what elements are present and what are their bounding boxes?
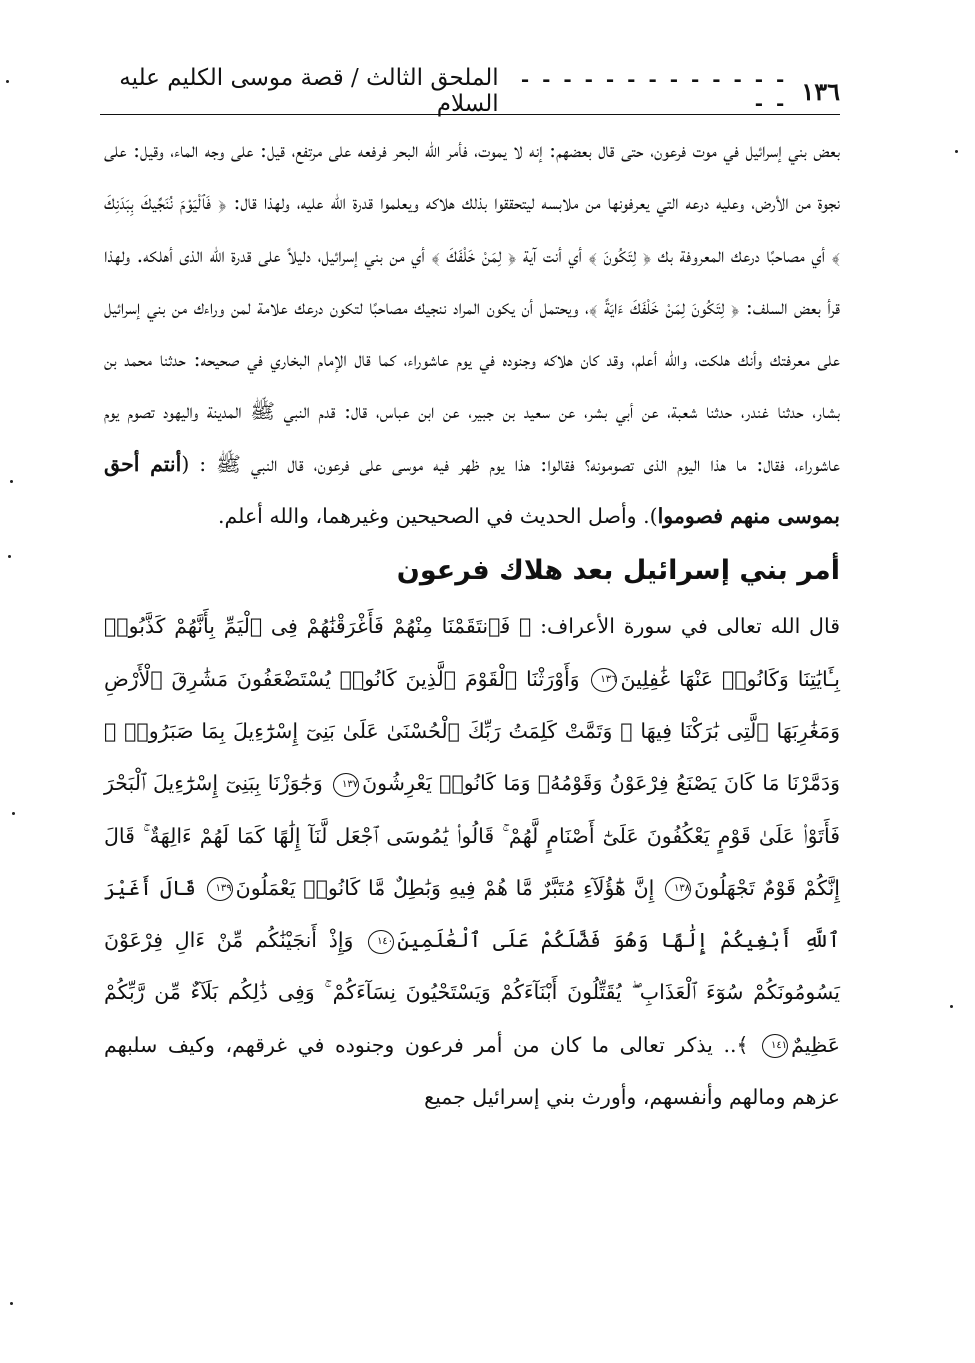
quran-bracket: ﴾ xyxy=(736,1032,760,1057)
quran-quote: ﴿ لِتَكُونَ لِمَنْ خَلْفَكَ ءَايَةً ﴾ xyxy=(588,294,740,319)
quran-verse: إِنَّ هَٰٓؤُلَآءِ مُتَبَّرٌ مَّا هُمْ فِيهِ وَبَٰطِلٌ مَّا كَانُوا۟ يَعْمَلُونَ xyxy=(235,875,663,900)
text-run: بعض بني إسرائيل في موت فرعون، حتى قال بعضهم: إنه لا يموت، فأمر الله البحر فرفعه على مرتفع، قيل: على وجه الماء، وقيل: على نجوة من الأرض، وعليه درعه التي يعرفونها من ملابسه ليتحققوا بذلك هلاكه ويعلموا قدرة الله عليه، ولهذا قال: xyxy=(104,138,840,215)
hadith-bold-text: أنتم أحق بموسى منهم فصوموا xyxy=(104,451,840,529)
quran-verse: قَالَ أَغَيْرَ ٱللَّهِ أَبْغِيكُمْ إِلَٰهًا وَهُوَ فَضَّلَكُمْ عَلَى ٱلْعَٰلَمِينَ xyxy=(104,875,840,953)
quran-quote: ﴿ لِتَكُونَ ﴾ xyxy=(588,242,652,267)
header-title: الملحق الثالث / قصة موسى الكليم عليه السلام xyxy=(119,65,499,117)
ayah-number-mark: ١٤١ xyxy=(762,1034,788,1058)
ayah-number-mark: ١٣٩ xyxy=(207,877,233,901)
quran-quote: ﴿ لِمَنْ خَلْفَكَ ﴾ xyxy=(431,242,517,267)
scan-speck xyxy=(12,812,15,815)
text-run: ، ويحتمل أن يكون المراد ننجيك مصاحبًا لتكون درعك علامة لمن وراءك من بني إسرائيل على معرفتك وأنك هلكت، والله أعلم، وقد كان هلاكه وجنوده في يوم عاشوراء، كما قال الإمام البخاري في صحيحه: حدثنا محمد بن بشار، حدثنا غندر، حدثنا شعبة، عن أبي بشر، عن سعيد بن جبير، عن ابن عباس، قال: قدم النبي ﷺ المدينة واليهود تصوم يوم عاشوراء، فقال: ما هذا اليوم الذى تصومونه؟ فقالوا: هذا يوم ظهر فيه موسى على فرعون، قال النبي ﷺ : ( xyxy=(104,294,840,476)
text-run: .. يذكر تعالى ما كان من أمر فرعون وجنوده في غرقهم، وكيف سلبهم عزهم ومالهم وأنفسهم، وأورث بني إسرائيل جميع xyxy=(104,1032,840,1110)
header-dashes: - - - - - - - - - - - - - - - xyxy=(520,67,788,115)
ayah-number-mark: ١٤٠ xyxy=(368,930,394,954)
text-run: أي مصاحبًا درعك المعروفة بك xyxy=(651,242,832,267)
quran-quote: ﴿ فَٱلْيَوْمَ نُنَجِّيكَ بِبَدَنِكَ ﴾ xyxy=(104,190,840,267)
ayah-number-mark: ١٣٦ xyxy=(591,668,617,692)
scan-speck xyxy=(6,80,9,83)
quran-verse: وَإِذْ أَنجَيْنَٰكُم مِّنْ ءَالِ فِرْعَوْنَ يَسُومُونَكُمْ سُوٓءَ ٱلْعَذَابِ ۖ يُقَتِّلُونَ أَبْنَآءَكُمْ وَيَسْتَحْيُونَ نِسَآءَكُمْ ۚ وَفِى ذَٰلِكُم بَلَآءٌ مِّن رَّبِّكُمْ عَظِيمٌ xyxy=(104,928,840,1057)
ayah-number-mark: ١٣٨ xyxy=(665,877,691,901)
text-run: قال الله تعالى في سورة الأعراف: xyxy=(531,614,840,639)
scan-speck xyxy=(10,1302,13,1305)
paragraph-2 xyxy=(104,600,840,1123)
scan-speck xyxy=(10,480,13,483)
paragraph-1 xyxy=(104,124,840,542)
scan-speck xyxy=(8,555,11,558)
page-body xyxy=(104,124,840,1123)
scan-speck xyxy=(955,150,958,153)
section-heading: أمر بني إسرائيل بعد هلاك فرعون xyxy=(396,555,840,587)
text-run: أي من بني إسرائيل، دليلاً على قدرة الله الذى أهلكه. ولهذا قرأ بعض السلف: xyxy=(104,242,840,319)
ayah-number-mark: ١٣٧ xyxy=(333,773,359,797)
quran-verse: ﴿ فَٱنتَقَمْنَا مِنْهُمْ فَأَغْرَقْنَٰهُمْ فِى ٱلْيَمِّ بِأَنَّهُمْ كَذَّبُوا۟ بِـَٔايَٰتِنَا وَكَانُوا۟ عَنْهَا غَٰفِلِينَ xyxy=(104,614,840,691)
running-header xyxy=(100,65,840,117)
page-number: ١٣٦ xyxy=(801,76,840,106)
quran-verse: وَأَوْرَثْنَا ٱلْقَوْمَ ٱلَّذِينَ كَانُوا۟ يُسْتَضْعَفُونَ مَشَٰرِقَ ٱلْأَرْضِ وَمَغَٰرِبَهَا ٱلَّتِى بَٰرَكْنَا فِيهَا ۖ وَتَمَّتْ كَلِمَتُ رَبِّكَ ٱلْحُسْنَىٰ عَلَىٰ بَنِىٓ إِسْرَٰٓءِيلَ بِمَا صَبَرُوا۟ ۖ وَدَمَّرْنَا مَا كَانَ يَصْنَعُ فِرْعَوْنُ وَقَوْمُهُۥ وَمَا كَانُوا۟ يَعْرِشُونَ xyxy=(104,666,840,796)
quran-verse: وَجَٰوَزْنَا بِبَنِىٓ إِسْرَٰٓءِيلَ ٱلْبَحْرَ فَأَتَوْا۟ عَلَىٰ قَوْمٍ يَعْكُفُونَ عَلَىٰٓ أَصْنَامٍ لَّهُمْ ۚ قَالُوا۟ يَٰمُوسَى ٱجْعَل لَّنَآ إِلَٰهًا كَمَا لَهُمْ ءَالِهَةٌ ۚ قَالَ إِنَّكُمْ قَوْمٌ تَجْهَلُونَ xyxy=(104,771,840,900)
scan-speck xyxy=(950,1005,953,1008)
text-run: ). وأصل الحديث في الصحيحين وغيرهما، والله أعلم. xyxy=(218,504,658,529)
text-run: أي أنت آية xyxy=(516,242,589,267)
